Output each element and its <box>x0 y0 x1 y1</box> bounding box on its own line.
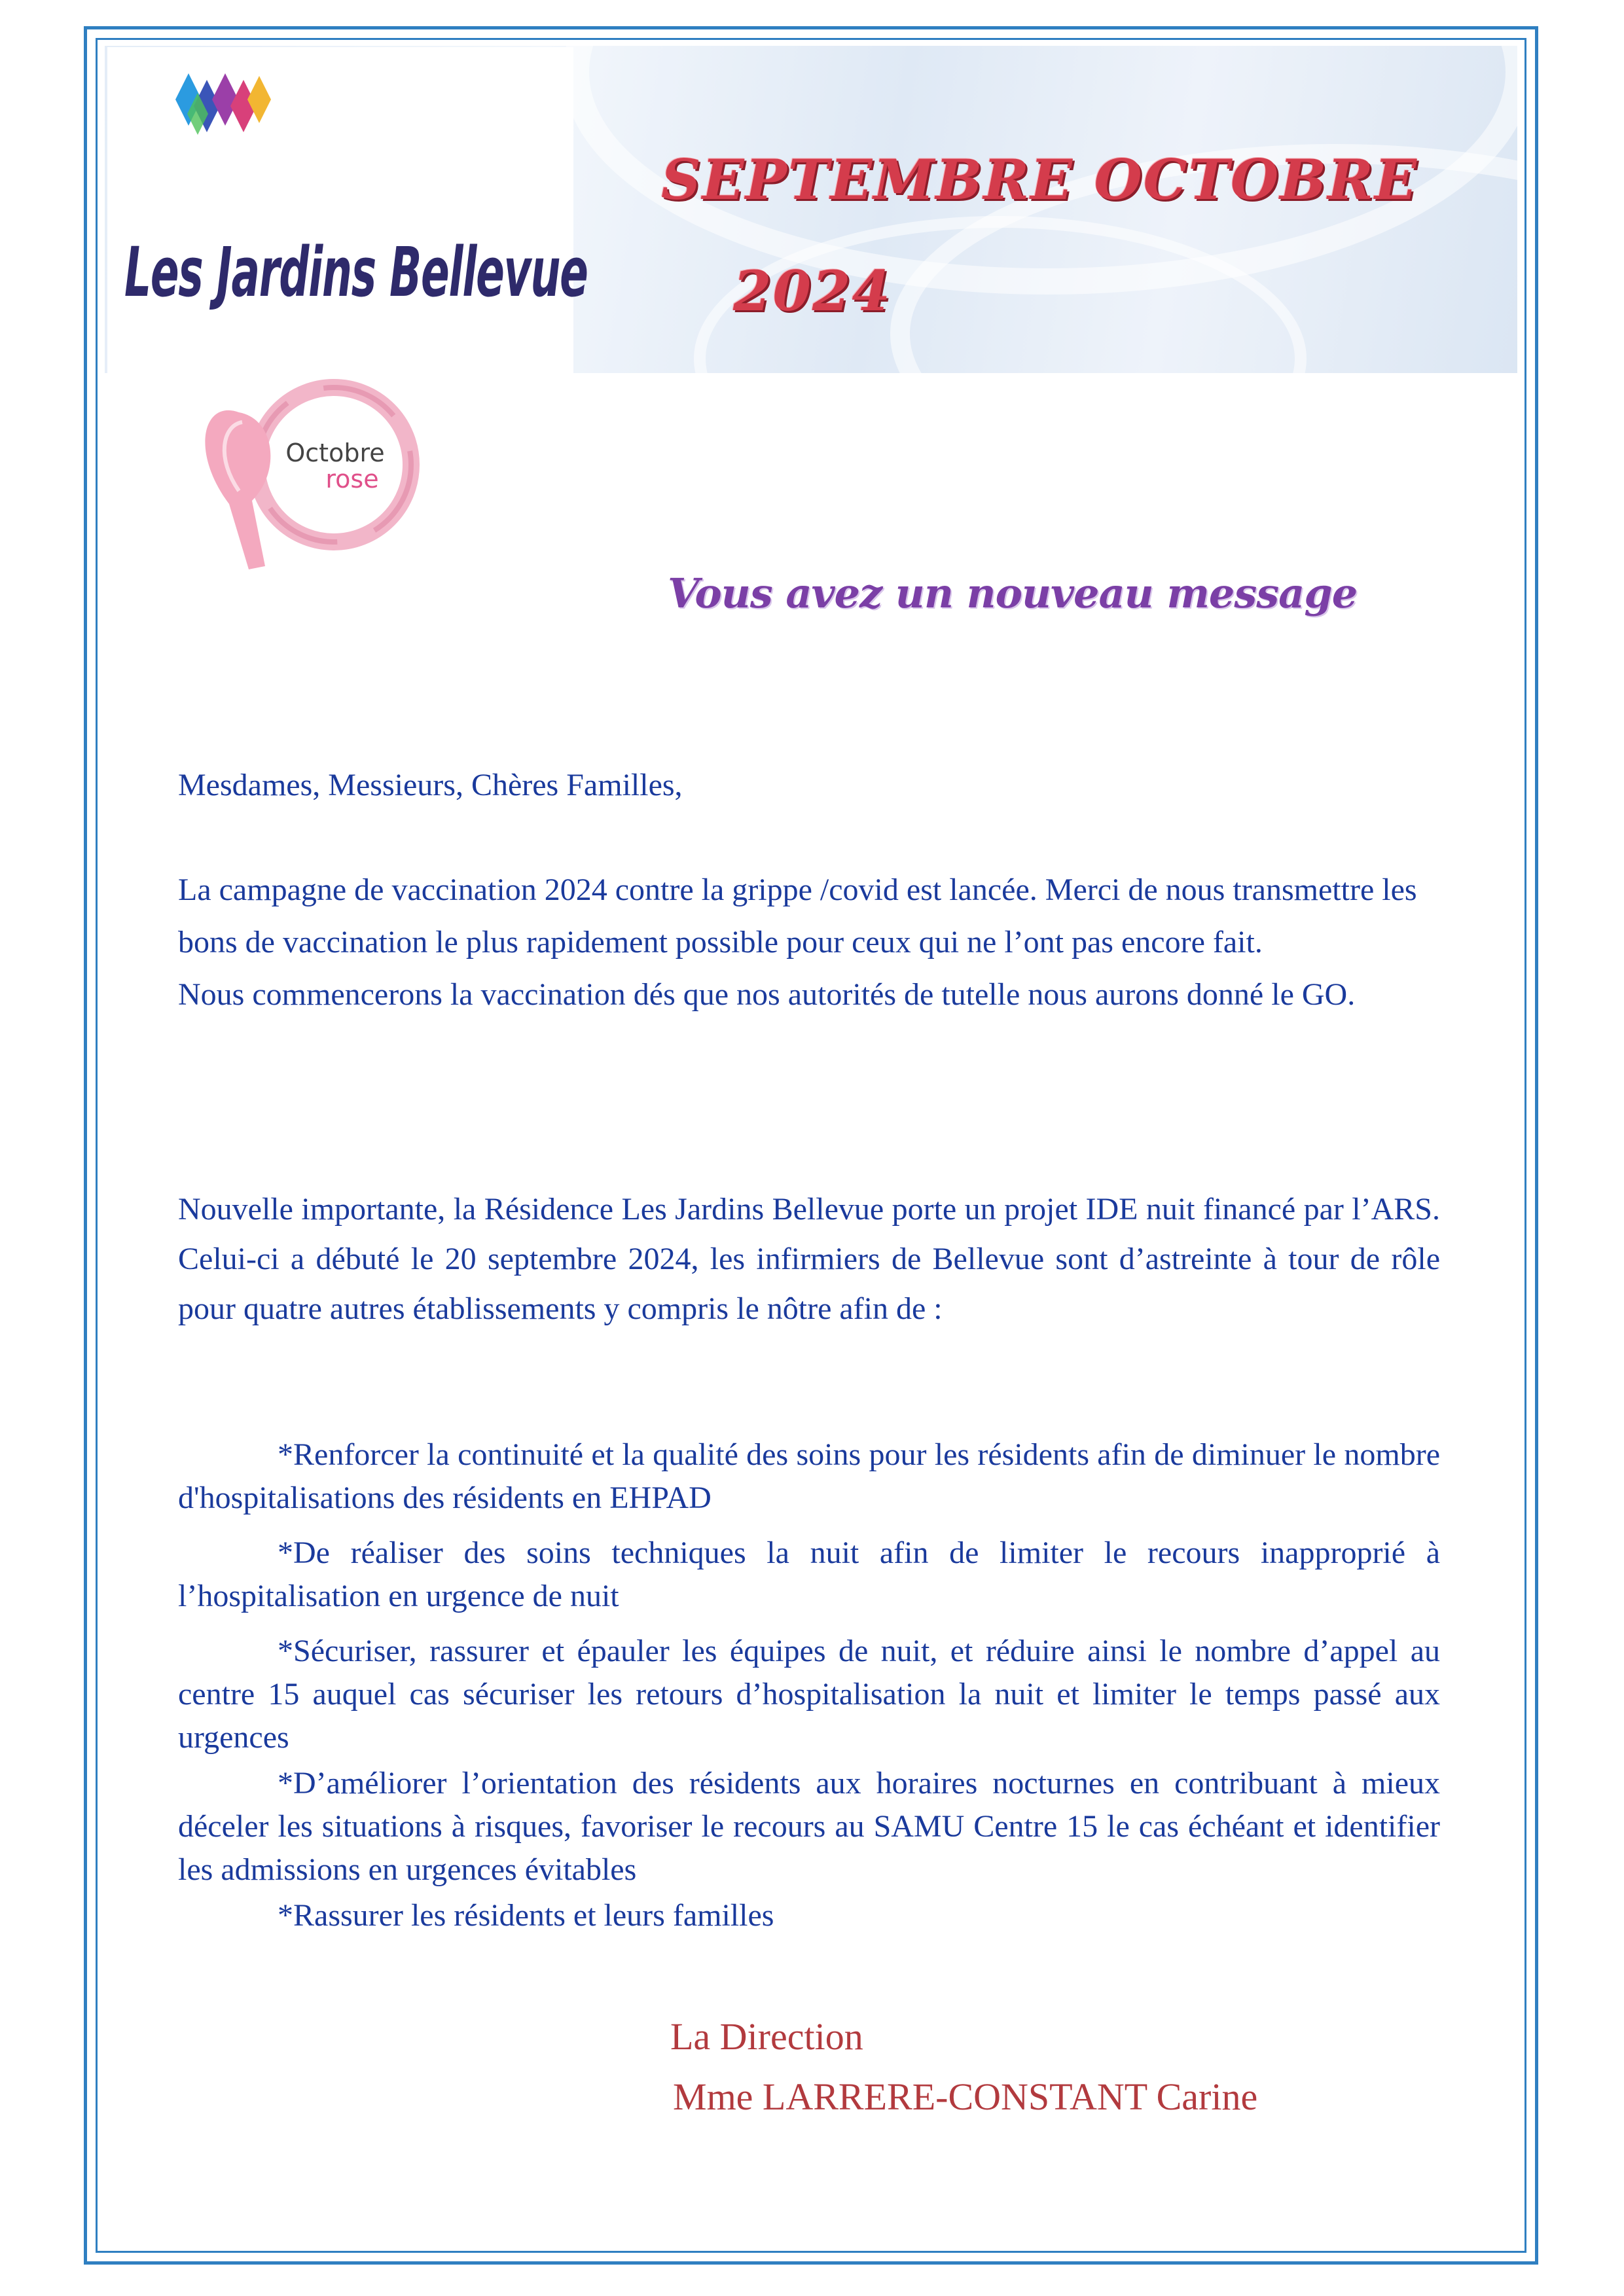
list-item: *De réaliser des soins techniques la nuit afin de limiter le recours inapproprié à l’hospitalisation en urgence de nuit <box>178 1535 1440 1613</box>
badge-line2: rose <box>325 465 379 493</box>
vaccination-text: La campagne de vaccination 2024 contre la grippe /covid est lancée. Merci de nous transmettre les bons de vaccination le plus rapidement possible pour ceux qui ne l’ont pas encore fait. <box>178 872 1417 960</box>
list-item: *Rassurer les résidents et leurs familles <box>278 1898 774 1933</box>
logo-panel <box>107 47 588 374</box>
octobre-rose-ribbon-icon <box>177 373 452 576</box>
logo-wordmark: Les Jardins Bellevue <box>124 232 588 312</box>
vaccination-paragraph <box>178 864 1440 1021</box>
logo-diamonds-icon <box>175 73 274 152</box>
list-item: *D’améliorer l’orientation des résidents aux horaires nocturnes en contribuant à mieux déceler les situations à risques, favoriser le recours au SAMU Centre 15 le cas échéant et identifier les admissions en urgences évitables <box>178 1766 1440 1887</box>
vaccination-followup: Nous commencerons la vaccination dés que nos autorités de tutelle nous aurons donné le GO. <box>178 977 1356 1012</box>
message-subtitle: Vous avez un nouveau message <box>668 569 1358 617</box>
signature-title: La Direction <box>670 2015 863 2058</box>
newsletter-title: SEPTEMBRE OCTOBRE <box>661 147 1418 212</box>
list-item: *Sécuriser, rassurer et épauler les équipes de nuit, et réduire ainsi le nombre d’appel au centre 15 auquel cas sécuriser les retours d’hospitalisation la nuit et limiter le temps passé aux urgences <box>178 1634 1440 1755</box>
objectives-list <box>178 1433 1440 1940</box>
signature-name: Mme LARRERE-CONSTANT Carine <box>673 2075 1258 2118</box>
badge-line1: Octobre <box>285 439 385 467</box>
greeting: Mesdames, Messieurs, Chères Familles, <box>178 768 683 802</box>
ide-project-paragraph: Nouvelle importante, la Résidence Les Jardins Bellevue porte un projet IDE nuit financé par l’ARS. Celui-ci a débuté le 20 septembre 2024, les infirmiers de Bellevue sont d’astreinte à tour de rôle pour quatre autres établissements y compris le nôtre afin de : <box>178 1192 1440 1326</box>
list-item: *Renforcer la continuité et la qualité des soins pour les résidents afin de diminuer le nombre d'hospitalisations des résidents en EHPAD <box>178 1437 1440 1515</box>
newsletter-year: 2024 <box>733 259 892 323</box>
